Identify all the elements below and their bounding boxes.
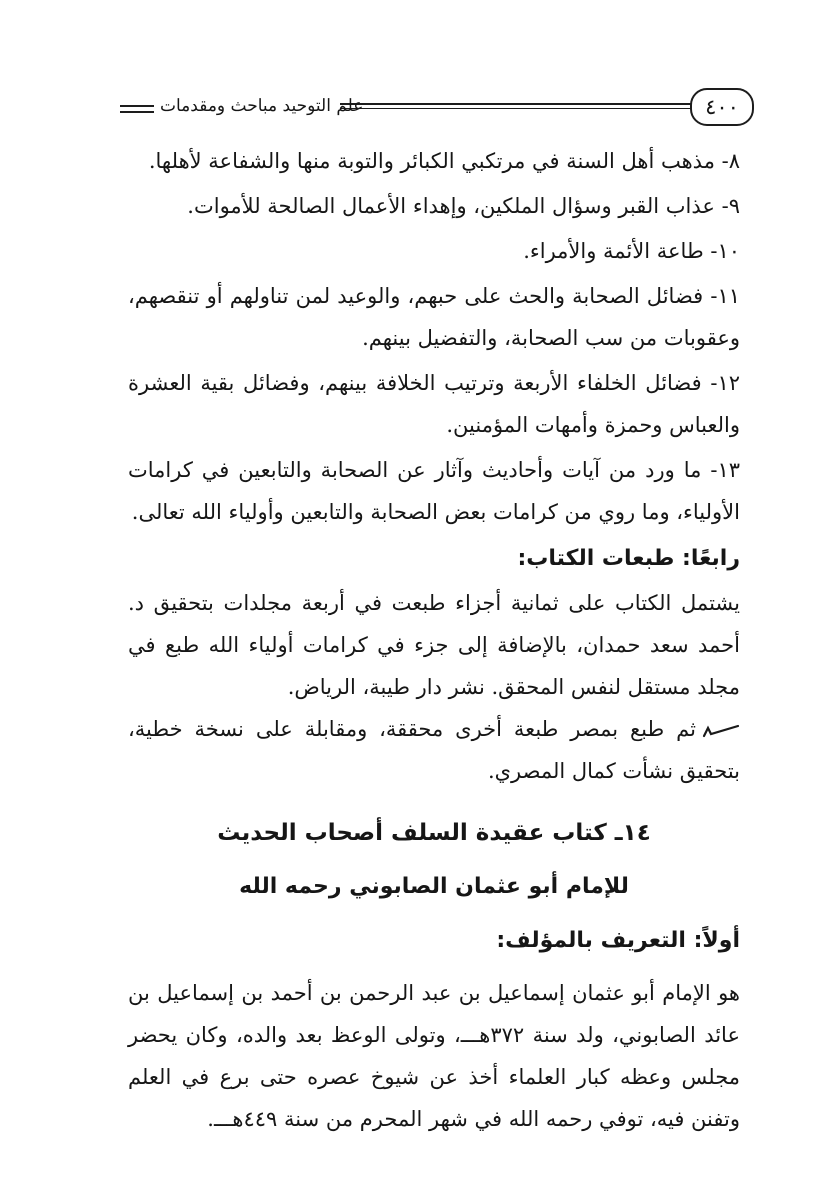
pen-mark-icon: [702, 724, 740, 738]
page-number-text: ٤٠٠: [705, 95, 739, 119]
header-dash: [120, 105, 154, 107]
author-line: للإمام أبو عثمان الصابوني رحمه الله: [239, 874, 629, 899]
page-body: [128, 140, 740, 1140]
section-heading: أولاً: التعريف بالمؤلف:: [496, 928, 740, 953]
editions-paragraph: يشتمل الكتاب على ثمانية أجزاء طبعت في أربعة مجلدات بتحقيق د. أحمد سعد حمدان، بالإضافة إلى جزء في كرامات أولياء الله طبع في مجلد مستقل لنفس المحقق. نشر دار طيبة، الرياض.: [128, 591, 740, 699]
header-dash-lower: [120, 111, 154, 113]
book-title: ١٤ـ كتاب عقيدة السلف أصحاب الحديث: [217, 820, 651, 846]
running-title: علم التوحيد مباحث ومقدمات: [160, 96, 364, 116]
list-item: ١٣- ما ورد من آيات وأحاديث وآثار عن الصحابة والتابعين في كرامات الأولياء، وما روي من كرامات بعض الصحابة والتابعين وأولياء الله تعالى.: [128, 458, 740, 524]
editions-paragraph-2-text: ثم طبع بمصر طبعة أخرى محققة، ومقابلة على نسخة خطية، بتحقيق نشأت كمال المصري.: [128, 717, 740, 783]
list-item: ١١- فضائل الصحابة والحث على حبهم، والوعيد لمن تناولهم أو تنقصهم، وعقوبات من سب الصحابة، والتفضيل بينهم.: [128, 284, 740, 350]
author-bio: هو الإمام أبو عثمان إسماعيل بن عبد الرحمن بن أحمد بن إسماعيل بن عائد الصابوني، ولد سنة ٣٧٢هـــ، وتولى الوعظ بعد والده، وكان يحضر مجلس وعظه كبار العلماء أخذ عن شيوخ عصره حتى برع في العلم وتفنن فيه، توفي رحمه الله في شهر المحرم من سنة ٤٤٩هـــ.: [128, 981, 740, 1131]
list-item: ٨- مذهب أهل السنة في مرتكبي الكبائر والتوبة منها والشفاعة لأهلها.: [148, 149, 740, 173]
header-rule-lower: [340, 108, 692, 109]
list-item: ١٠- طاعة الأئمة والأمراء.: [523, 239, 740, 263]
header-rule: [340, 103, 692, 105]
list-item: ٩- عذاب القبر وسؤال الملكين، وإهداء الأعمال الصالحة للأموات.: [187, 194, 740, 218]
editions-heading: رابعًا: طبعات الكتاب:: [517, 546, 740, 571]
page-number: [690, 88, 754, 126]
editions-paragraph-2: [128, 708, 740, 792]
list-item: ١٢- فضائل الخلفاء الأربعة وترتيب الخلافة بينهم، وفضائل بقية العشرة والعباس وحمزة وأمهات المؤمنين.: [128, 371, 740, 437]
